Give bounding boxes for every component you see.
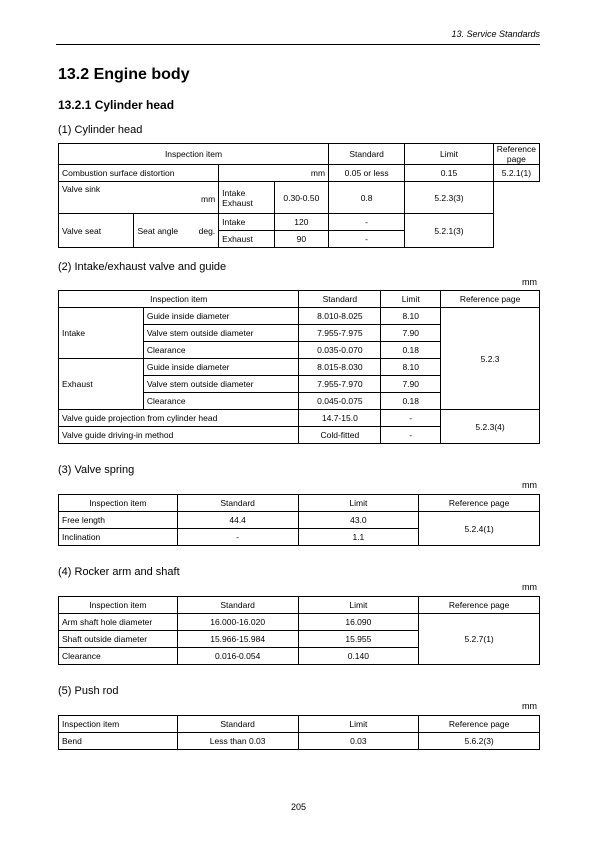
table-header-row [59, 597, 540, 614]
standard-cell: 44.4 [177, 512, 298, 529]
s1-heading: (1) Cylinder head [58, 124, 143, 136]
limit-cell: 0.18 [381, 342, 441, 359]
sub-item-intake: Intake [222, 187, 246, 198]
limit-cell: 0.140 [298, 648, 419, 665]
ref-cell: 5.2.7(1) [419, 614, 540, 665]
ref-cell: 5.2.1(3) [405, 214, 494, 248]
item-cell: Valve stem outside diameter [143, 325, 299, 342]
item-cell: Valve guide driving-in method [59, 427, 299, 444]
col-header: Reference page [419, 495, 540, 512]
group-label-intake: Intake [59, 308, 144, 359]
table-row [59, 733, 540, 750]
s3-heading: (3) Valve spring [58, 464, 135, 476]
page-number: 205 [290, 802, 307, 812]
item-cell: Valve seat [59, 214, 134, 248]
table-row [59, 410, 540, 427]
s4-unit: mm [522, 582, 537, 592]
standard-cell: Cold-fitted [299, 427, 381, 444]
s5-heading: (5) Push rod [58, 685, 119, 697]
table-row [59, 614, 540, 631]
table-row [59, 512, 540, 529]
table-row [59, 182, 540, 214]
ref-cell: 5.2.3(4) [441, 410, 540, 444]
ref-cell: 5.2.4(1) [419, 512, 540, 546]
item-cell: Clearance [143, 342, 299, 359]
unit-label: deg. [198, 225, 216, 236]
running-header: 13. Service Standards [451, 29, 540, 39]
standard-cell: 0.016-0.054 [177, 648, 298, 665]
table-header-row [59, 144, 540, 165]
cylinder-head-table [58, 143, 540, 248]
item-cell: Combustion surface distortion [59, 165, 219, 182]
sub-item-intake: Intake [219, 214, 274, 231]
standard-cell: 7.955-7.975 [299, 325, 381, 342]
standard-cell: 0.045-0.075 [299, 393, 381, 410]
ref-cell: 5.6.2(3) [419, 733, 540, 750]
limit-cell: 8.10 [381, 308, 441, 325]
limit-cell: - [329, 214, 405, 231]
limit-cell: 7.90 [381, 325, 441, 342]
unit-cell: mm [219, 165, 329, 182]
item-cell: Clearance [143, 393, 299, 410]
subsection-title: 13.2.1 Cylinder head [58, 98, 175, 112]
col-header: Limit [298, 597, 419, 614]
col-header: Inspection item [59, 495, 178, 512]
item-cell: Bend [59, 733, 178, 750]
item-cell: Clearance [59, 648, 178, 665]
standard-cell: 0.035-0.070 [299, 342, 381, 359]
item-cell: Shaft outside diameter [59, 631, 178, 648]
limit-cell: 0.18 [381, 393, 441, 410]
limit-cell: 1.1 [298, 529, 419, 546]
standard-cell: 0.30-0.50 [274, 182, 328, 214]
standard-cell: 120 [274, 214, 328, 231]
group-label-exhaust: Exhaust [59, 359, 144, 410]
s4-heading: (4) Rocker arm and shaft [58, 566, 180, 578]
col-header: Standard [329, 144, 405, 165]
s5-unit: mm [522, 701, 537, 711]
limit-cell: - [329, 231, 405, 248]
s2-heading: (2) Intake/exhaust valve and guide [58, 261, 227, 273]
col-header: Standard [177, 597, 298, 614]
col-header: Standard [299, 291, 381, 308]
unit-label: mm [200, 194, 216, 204]
valve-guide-table [58, 290, 540, 444]
limit-cell: 7.90 [381, 376, 441, 393]
limit-cell: 16.090 [298, 614, 419, 631]
valve-spring-table [58, 494, 540, 546]
table-header-row [59, 495, 540, 512]
standard-cell: 0.05 or less [329, 165, 405, 182]
sub-item-cell [219, 182, 274, 214]
limit-cell: 0.15 [405, 165, 494, 182]
table-header-row [59, 291, 540, 308]
col-header: Limit [405, 144, 494, 165]
standard-cell: 8.010-8.025 [299, 308, 381, 325]
col-header: Reference page [419, 597, 540, 614]
col-header: Standard [177, 495, 298, 512]
limit-cell: 0.03 [298, 733, 419, 750]
col-header: Reference page [419, 716, 540, 733]
col-header: Limit [298, 495, 419, 512]
col-header: Inspection item [59, 716, 178, 733]
section-title: 13.2 Engine body [58, 66, 190, 83]
table-header-row [59, 716, 540, 733]
col-header: Limit [381, 291, 441, 308]
standard-cell: 90 [274, 231, 328, 248]
col-header: Reference page [493, 144, 539, 165]
s3-unit: mm [522, 480, 537, 490]
ref-cell: 5.2.3 [441, 308, 540, 410]
col-header: Inspection item [59, 597, 178, 614]
col-header: Inspection item [59, 291, 299, 308]
sub-item-exhaust: Exhaust [222, 197, 253, 208]
sub-item-exhaust: Exhaust [219, 231, 274, 248]
item-cell: Guide inside diameter [143, 359, 299, 376]
limit-cell: - [381, 427, 441, 444]
item-cell: Inclination [59, 529, 178, 546]
s2-unit: mm [522, 277, 537, 287]
limit-cell: 0.8 [329, 182, 405, 214]
table-row [59, 165, 540, 182]
item-cell: Free length [59, 512, 178, 529]
standard-cell: 8.015-8.030 [299, 359, 381, 376]
sub-item-label: Seat angle [137, 225, 179, 236]
standard-cell: 7.955-7.970 [299, 376, 381, 393]
limit-cell: 8.10 [381, 359, 441, 376]
item-cell: Valve guide projection from cylinder head [59, 410, 299, 427]
item-cell: Guide inside diameter [143, 308, 299, 325]
seat-angle-cell [134, 214, 219, 248]
item-cell: Valve stem outside diameter [143, 376, 299, 393]
item-cell [59, 182, 219, 214]
ref-cell: 5.2.3(3) [405, 182, 494, 214]
push-rod-table [58, 715, 540, 750]
col-header: Inspection item [59, 144, 329, 165]
standard-cell: - [177, 529, 298, 546]
limit-cell: 15.955 [298, 631, 419, 648]
rocker-arm-table [58, 596, 540, 665]
ref-cell: 5.2.1(1) [493, 165, 539, 182]
col-header: Limit [298, 716, 419, 733]
standard-cell: 15.966-15.984 [177, 631, 298, 648]
col-header: Standard [177, 716, 298, 733]
item-cell: Arm shaft hole diameter [59, 614, 178, 631]
table-row [59, 214, 540, 231]
standard-cell: Less than 0.03 [177, 733, 298, 750]
standard-cell: 16.000-16.020 [177, 614, 298, 631]
item-label: Valve sink [62, 184, 101, 194]
table-row [59, 308, 540, 325]
limit-cell: 43.0 [298, 512, 419, 529]
col-header: Reference page [441, 291, 540, 308]
header-rule [56, 44, 540, 45]
standard-cell: 14.7-15.0 [299, 410, 381, 427]
limit-cell: - [381, 410, 441, 427]
